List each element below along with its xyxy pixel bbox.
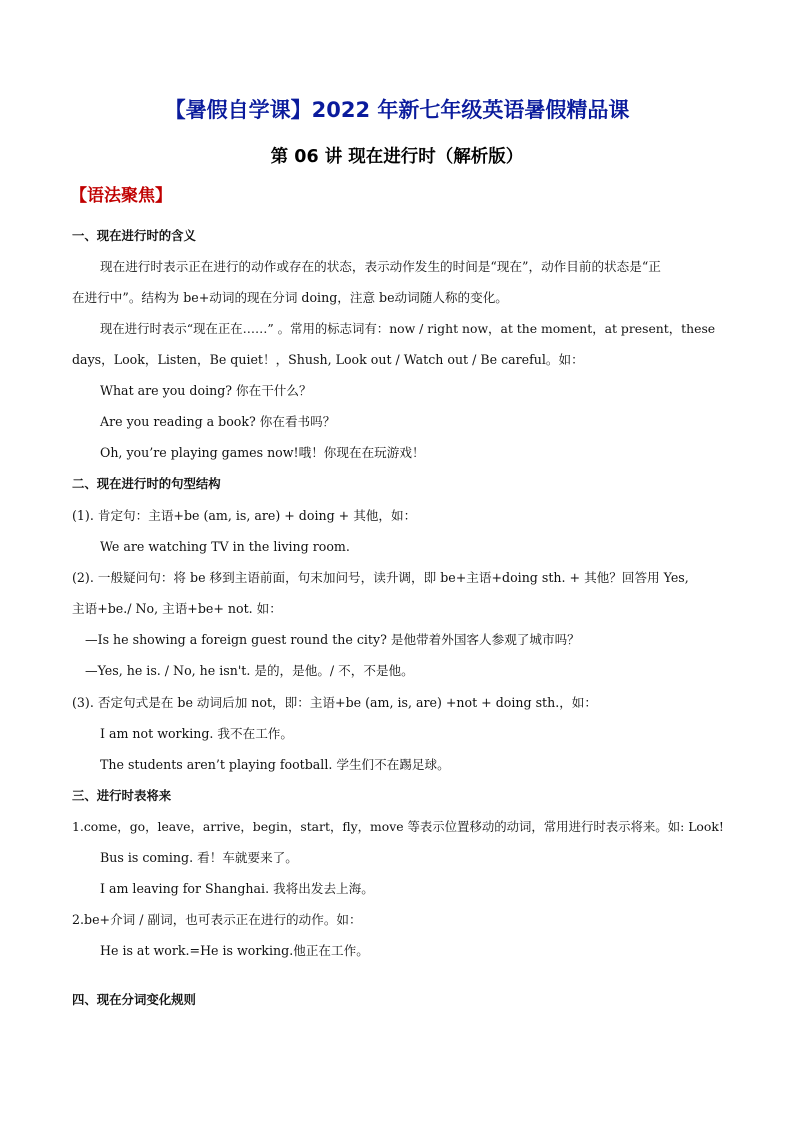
section-1-heading: 一、现在进行时的含义 xyxy=(72,228,196,243)
s1-example-3: Oh, you’re playing games now!哦！你现在在玩游戏！ xyxy=(100,445,425,460)
s1-paragraph-1-line-1: 现在进行时表示正在进行的动作或存在的状态，表示动作发生的时间是“现在”，动作目前的状态是“正 xyxy=(100,259,661,274)
s2-example-1: We are watching TV in the living room. xyxy=(100,539,350,554)
s3-example-1: Bus is coming. 看！车就要来了。 xyxy=(100,850,298,865)
s3-example-2: I am leaving for Shanghai. 我将出发去上海。 xyxy=(100,881,374,896)
s2-question-rule-line-1: (2). 一般疑问句：将 be 移到主语前面，句末加问号，读升调，即 be+主语+doing sth. + 其他？回答用 Yes, xyxy=(72,570,689,585)
section-tag-grammar-focus: 【语法聚焦】 xyxy=(70,186,172,206)
s1-example-1: What are you doing? 你在干什么？ xyxy=(100,383,312,398)
section-3-heading: 三、进行时表将来 xyxy=(72,788,172,803)
document-title: 【暑假自学课】2022 年新七年级英语暑假精品课 xyxy=(164,98,630,122)
s1-paragraph-2-line-1: 现在进行时表示“现在正在……” 。常用的标志词有：now / right now，at the moment，at present，these xyxy=(100,321,716,336)
s1-paragraph-1-line-2: 在进行中”。结构为 be+动词的现在分词 doing，注意 be动词随人称的变化。 xyxy=(72,290,508,305)
s2-example-5: The students aren’t playing football. 学生们不在踢足球。 xyxy=(100,757,450,772)
s2-example-3: —Yes, he is. / No, he isn't. 是的，是他。/ 不，不是他。 xyxy=(85,663,414,678)
s2-negative-rule: (3). 否定句式是在 be 动词后加 not，即：主语+be (am, is, are) +not + doing sth.，如： xyxy=(72,695,597,710)
s1-example-2: Are you reading a book? 你在看书吗？ xyxy=(100,414,336,429)
s2-example-2: —Is he showing a foreign guest round the city? 是他带着外国客人参观了城市吗？ xyxy=(85,632,580,647)
s2-affirmative-rule: (1). 肯定句：主语+be (am, is, are) + doing + 其他，如： xyxy=(72,508,417,523)
section-4-heading: 四、现在分词变化规则 xyxy=(72,992,196,1007)
s2-example-4: I am not working. 我不在工作。 xyxy=(100,726,293,741)
s2-question-rule-line-2: 主语+be./ No, 主语+be+ not. 如： xyxy=(72,601,282,616)
s3-example-3: He is at work.=He is working.他正在工作。 xyxy=(100,943,369,958)
s3-rule-1: 1.come，go，leave，arrive，begin，start，fly，move 等表示位置移动的动词，常用进行时表示将来。如: Look! xyxy=(72,819,724,834)
s1-paragraph-2-line-2: days，Look，Listen，Be quiet！，Shush, Look out / Watch out / Be careful。如： xyxy=(72,352,584,367)
section-2-heading: 二、现在进行时的句型结构 xyxy=(72,476,221,491)
s3-rule-2: 2.be+介词 / 副词，也可表示正在进行的动作。如： xyxy=(72,912,362,927)
lesson-subtitle: 第 06 讲 现在进行时（解析版） xyxy=(270,147,524,167)
